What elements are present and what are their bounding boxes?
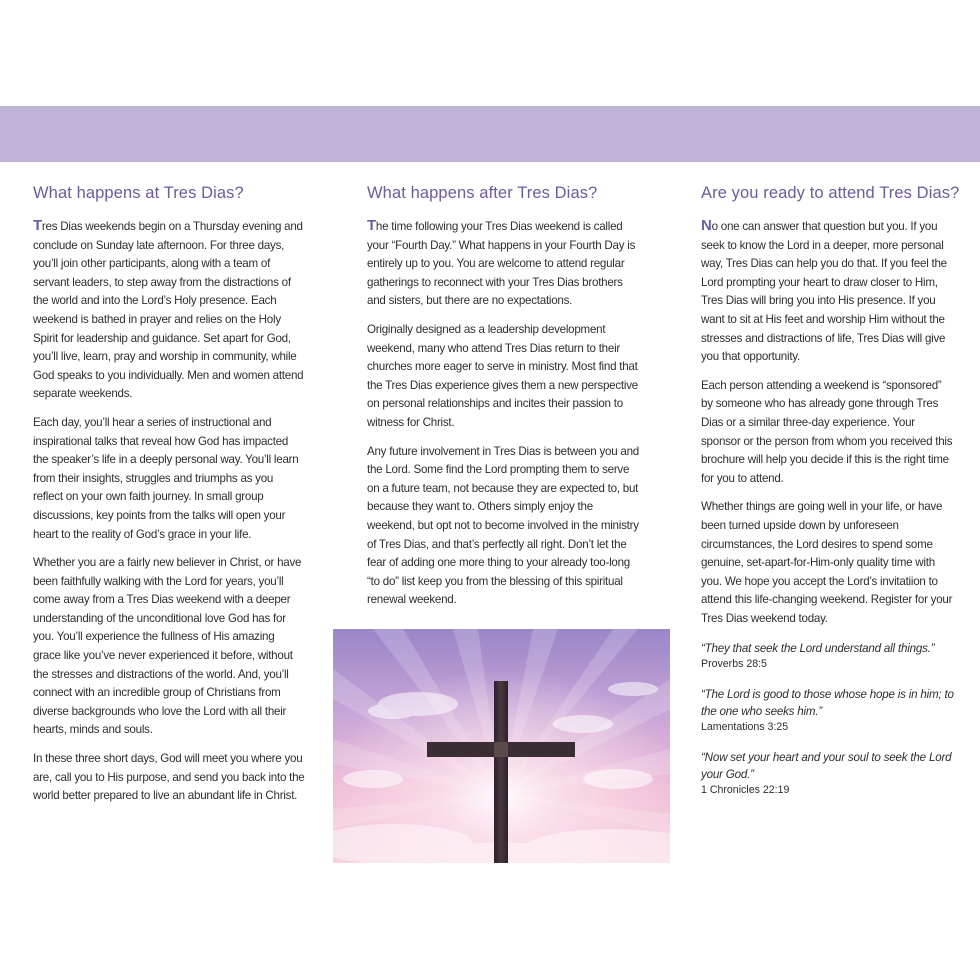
heading-what-happens: What happens at Tres Dias?	[33, 184, 244, 202]
drop-cap: T	[367, 217, 376, 234]
quote-reference: 1 Chronicles 22:19	[701, 784, 790, 797]
paragraph-text: o one can answer that question but you. If you seek to know the Lord in a deeper, more personal way, Tres Dias can help you do that. If you feel the Lord prompting your heart to draw closer to Him, Tres Dias will bring you into His presence. If you want to sit at His feet and worship Him without the stresses and distractions of life, Tres Dias will give you that opportunity.	[701, 220, 947, 364]
column-what-happens-after	[367, 184, 639, 620]
paragraph	[367, 217, 639, 311]
paragraph: In these three short days, God will meet you where you are, call you to His purpose, and send you back into the world better prepared to live an abundant life in Christ.	[33, 752, 305, 803]
quote-text: “They that seek the Lord understand all things.”	[701, 642, 935, 656]
paragraph: Originally designed as a leadership development weekend, many who attend Tres Dias return to their churches more eager to serve in ministry. Most find that the Tres Dias experience gives them a new perspective on personal relationships and incites their passion to witness for Christ.	[367, 322, 638, 429]
paragraph	[701, 217, 956, 367]
cross-vertical-beam	[494, 681, 508, 863]
drop-cap: T	[33, 217, 42, 234]
quote-text: “The Lord is good to those whose hope is in him; to the one who seeks him.”	[701, 688, 954, 719]
cross-sky-photo	[333, 629, 670, 863]
paragraph: Any future involvement in Tres Dias is between you and the Lord. Some find the Lord prompting them to serve on a future team, not because they are expected to, but because they want to. Others simply enjoy the weekend, but opt not to become involved in the ministry of Tres Dias, and that’s perfectly all right. Don’t let the fear of adding one more thing to your already too-long “to do” list keep you from the blessing of this spiritual renewal weekend.	[367, 444, 639, 607]
paragraph: Whether you are a fairly new believer in Christ, or have been faithfully walking with the Lord for years, you’ll come away from a Tres Dias weekend with a deeper understanding of the unconditional love God has for you. You’ll experience the fullness of His amazing grace like you’ve never experienced it before, without the stresses and distractions of the world. And, you’ll connect with an incredible group of Christians from diverse backgrounds who love the Lord with all their hearts, minds and souls.	[33, 556, 302, 737]
quote-reference: Lamentations 3:25	[701, 721, 789, 734]
paragraph-text: he time following your Tres Dias weekend is called your “Fourth Day.” What happens in your Fourth Day is entirely up to you. You are welcome to attend regular gatherings to reconnect with your Tres Dias brothers and sisters, but there are no expectations.	[367, 220, 636, 308]
paragraph: Each person attending a weekend is “sponsored” by someone who has already gone through Tres Dias or a similar three-day experience. Your sponsor or the person from whom you received this brochure will help you decide if this is the right time for you to attend.	[701, 378, 953, 485]
quote-reference: Proverbs 28:5	[701, 658, 767, 671]
quote-text: “Now set your heart and your soul to seek the Lord your God.”	[701, 751, 952, 782]
scripture-quote	[701, 749, 956, 798]
paragraph	[33, 217, 305, 404]
drop-cap: N	[701, 217, 712, 234]
scripture-quote	[701, 640, 956, 672]
paragraph-text: res Dias weekends begin on a Thursday evening and conclude on Sunday late afternoon. For three days, you’ll join other participants, along with a team of servant leaders, to step away from the distractions of the world and into the Lord’s Holy presence. Each weekend is bathed in prayer and relies on the Holy Spirit for leadership and guidance. Set apart for God, you’ll live, learn, pray and worship in community, while God speaks to you individually. Men and women attend separate weekends.	[33, 220, 304, 401]
paragraph: Each day, you’ll hear a series of instructional and inspirational talks that reveal how God has impacted the speaker’s life in a deeply personal way. You’ll learn from their insights, struggles and triumphs as you reflect on your own faith journey. In small group discussions, key points from the talks will open your heart to the reality of God’s grace in your life.	[33, 415, 299, 541]
header-band	[0, 106, 980, 162]
column-ready-to-attend	[701, 184, 960, 812]
heading-ready-to-attend: Are you ready to attend Tres Dias?	[701, 184, 960, 202]
paragraph: Whether things are going well in your life, or have been turned upside down by unforeseen circumstances, the Lord desires to spend some genuine, set-apart-for-Him-only quality time with you. We hope you accept the Lord’s invitatiion to attend this life-changing weekend. Register for your Tres Dias weekend today.	[701, 500, 953, 625]
heading-what-happens-after: What happens after Tres Dias?	[367, 184, 598, 202]
column-what-happens	[33, 184, 305, 816]
scripture-quote	[701, 686, 956, 735]
